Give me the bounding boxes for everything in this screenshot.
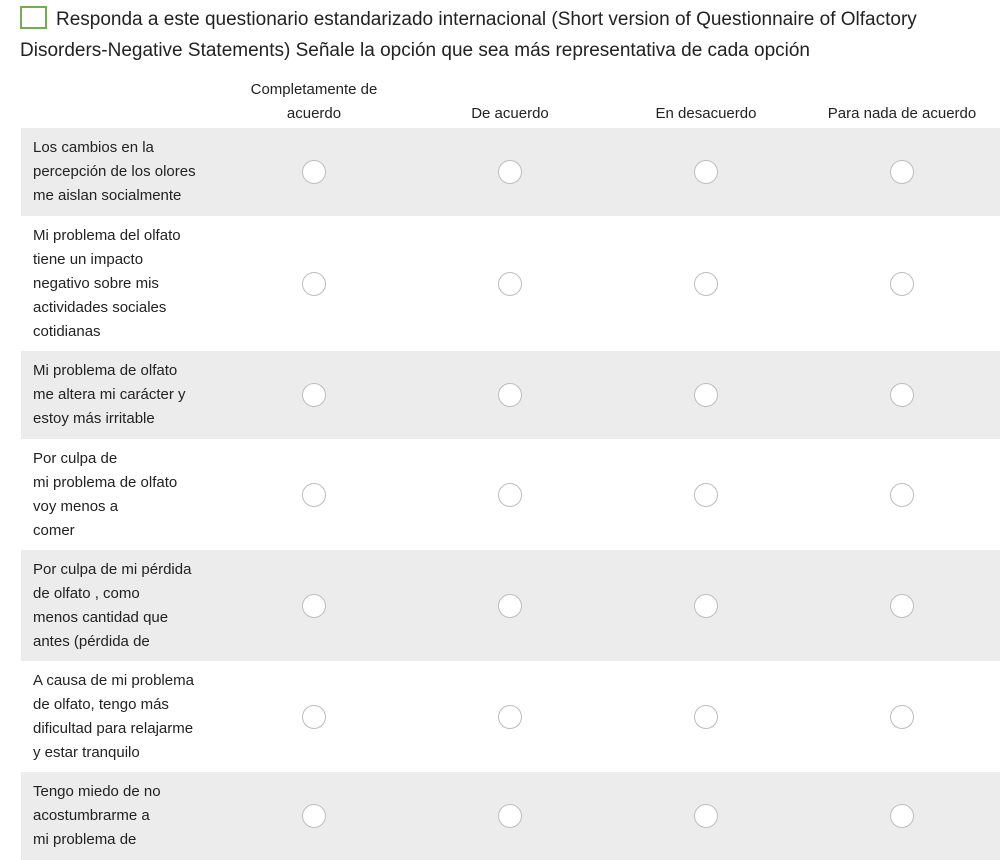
matrix-row: [21, 128, 1000, 216]
radio-option-2[interactable]: [498, 804, 522, 828]
radio-option-2[interactable]: [498, 483, 522, 507]
radio-option-3[interactable]: [694, 383, 718, 407]
radio-option-1[interactable]: [302, 705, 326, 729]
radio-option-4[interactable]: [890, 594, 914, 618]
row-label: Mi problema del olfato tiene un impacto negativo sobre mis actividades sociales cotidianas: [33, 227, 181, 340]
radio-option-3[interactable]: [694, 272, 718, 296]
question-text: Responda a este questionario estandarizado internacional (Short version of Questionnaire of Olfactory Disorders-Negative Statements) Señale la opción que sea más representativa de cada opción: [20, 9, 917, 61]
radio-option-4[interactable]: [890, 383, 914, 407]
radio-option-1[interactable]: [302, 483, 326, 507]
radio-option-1[interactable]: [302, 160, 326, 184]
radio-option-3[interactable]: [694, 705, 718, 729]
row-label: Mi problema de olfato me altera mi carácter y estoy más irritable: [33, 362, 186, 427]
column-header-4: Para nada de acuerdo: [827, 105, 977, 122]
radio-option-3[interactable]: [694, 160, 718, 184]
radio-option-2[interactable]: [498, 272, 522, 296]
matrix-row: [21, 439, 1000, 550]
radio-option-2[interactable]: [498, 705, 522, 729]
radio-option-3[interactable]: [694, 483, 718, 507]
radio-option-4[interactable]: [890, 705, 914, 729]
radio-option-1[interactable]: [302, 272, 326, 296]
radio-option-1[interactable]: [302, 594, 326, 618]
radio-option-3[interactable]: [694, 594, 718, 618]
radio-option-2[interactable]: [498, 594, 522, 618]
row-label: Por culpa de mi pérdida de olfato , como menos cantidad que antes (pérdida de: [33, 561, 192, 650]
radio-option-4[interactable]: [890, 804, 914, 828]
matrix-row: [21, 216, 1000, 351]
row-label: A causa de mi problema de olfato, tengo más dificultad para relajarme y estar tranquilo: [33, 672, 194, 761]
row-label: Tengo miedo de no acostumbrarme a mi problema de: [33, 783, 161, 848]
matrix-row: [21, 550, 1000, 661]
radio-option-1[interactable]: [302, 383, 326, 407]
radio-option-3[interactable]: [694, 804, 718, 828]
radio-option-4[interactable]: [890, 160, 914, 184]
radio-option-4[interactable]: [890, 272, 914, 296]
radio-option-4[interactable]: [890, 483, 914, 507]
matrix-row: [21, 661, 1000, 772]
row-label: Por culpa de mi problema de olfato voy menos a comer: [33, 450, 178, 539]
column-header-3: En desacuerdo: [655, 105, 757, 122]
radio-option-1[interactable]: [302, 804, 326, 828]
question-marker-box: [20, 6, 47, 29]
row-label: Los cambios en la percepción de los olores me aislan socialmente: [33, 139, 196, 204]
column-header-1: Completamente de acuerdo: [250, 81, 378, 122]
radio-option-2[interactable]: [498, 160, 522, 184]
question-header: [20, 4, 995, 66]
matrix-row: [21, 351, 1000, 439]
matrix-row: [21, 772, 1000, 860]
column-header-2: De acuerdo: [471, 105, 549, 122]
radio-option-2[interactable]: [498, 383, 522, 407]
